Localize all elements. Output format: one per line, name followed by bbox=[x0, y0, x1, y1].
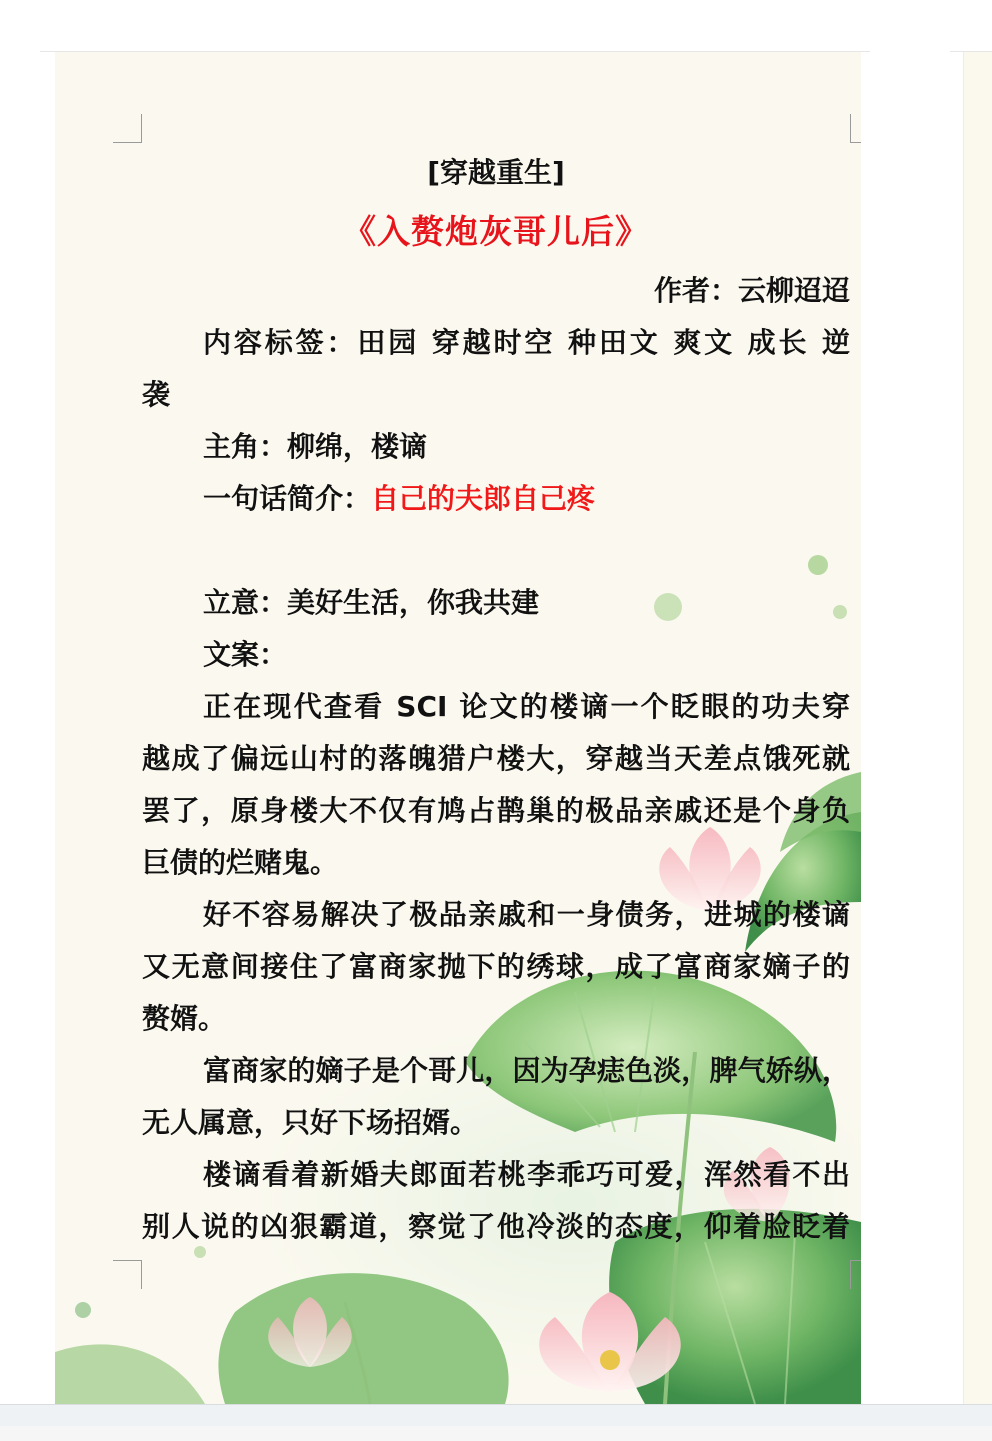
genre-tag: [穿越重生] bbox=[427, 156, 565, 189]
author-line: 作者：云柳迢迢 bbox=[653, 274, 850, 307]
horizontal-scrollbar[interactable] bbox=[0, 1404, 992, 1427]
document-page[interactable] bbox=[55, 52, 861, 1404]
paragraph-line: 楼谪看着新婚夫郎面若桃李乖巧可爱，浑然看不出 bbox=[203, 1158, 850, 1191]
crop-mark-bottom-right bbox=[850, 1260, 861, 1289]
synopsis-label: 文案： bbox=[203, 638, 288, 671]
tags-line: 内容标签：田园 穿越时空 种田文 爽文 成长 逆 bbox=[203, 326, 850, 359]
paragraph-line: 无人属意，只好下场招婿。 bbox=[142, 1106, 479, 1139]
paragraph-line: 巨债的烂赌鬼。 bbox=[142, 846, 339, 879]
paragraph-line: 赘婿。 bbox=[142, 1002, 227, 1035]
tags-line-continued: 袭 bbox=[142, 378, 171, 411]
synopsis-paragraph bbox=[142, 1045, 850, 1149]
paragraph-line: 越成了偏远山村的落魄猎户楼大，穿越当天差点饿死就 bbox=[142, 742, 850, 775]
paragraph-line: 又无意间接住了富商家抛下的绣球，成了富商家嫡子的 bbox=[142, 950, 850, 983]
book-title: 《入赘炮灰哥儿后》 bbox=[343, 212, 649, 251]
paragraph-line: 罢了，原身楼大不仅有鸠占鹊巢的极品亲戚还是个身负 bbox=[142, 794, 850, 827]
theme-line: 立意：美好生活，你我共建 bbox=[203, 586, 540, 619]
paragraph-line: 好不容易解决了极品亲戚和一身债务，进城的楼谪 bbox=[203, 898, 850, 931]
status-bar bbox=[0, 1426, 992, 1441]
synopsis-paragraph bbox=[142, 681, 850, 889]
next-page-edge bbox=[963, 52, 992, 1404]
paragraph-line: 富商家的嫡子是个哥儿，因为孕痣色淡，脾气娇纵， bbox=[203, 1054, 850, 1087]
summary-value: 自己的夫郎自己疼 bbox=[371, 482, 596, 515]
crop-mark-top-right bbox=[850, 114, 861, 143]
synopsis-paragraph bbox=[142, 889, 850, 1045]
summary-line bbox=[142, 473, 850, 525]
blank-line bbox=[142, 525, 850, 577]
summary-label: 一句话简介： bbox=[203, 482, 372, 515]
paragraph-line: 正在现代查看 SCI 论文的楼谪一个眨眼的功夫穿 bbox=[203, 690, 850, 723]
protagonist-line: 主角：柳绵，楼谪 bbox=[203, 430, 428, 463]
crop-mark-top-left bbox=[113, 114, 142, 143]
crop-mark-bottom-left bbox=[113, 1260, 142, 1289]
document-content bbox=[142, 147, 850, 1253]
synopsis-paragraph bbox=[142, 1149, 850, 1253]
paragraph-line: 别人说的凶狠霸道，察觉了他冷淡的态度，仰着脸眨着 bbox=[142, 1210, 850, 1243]
